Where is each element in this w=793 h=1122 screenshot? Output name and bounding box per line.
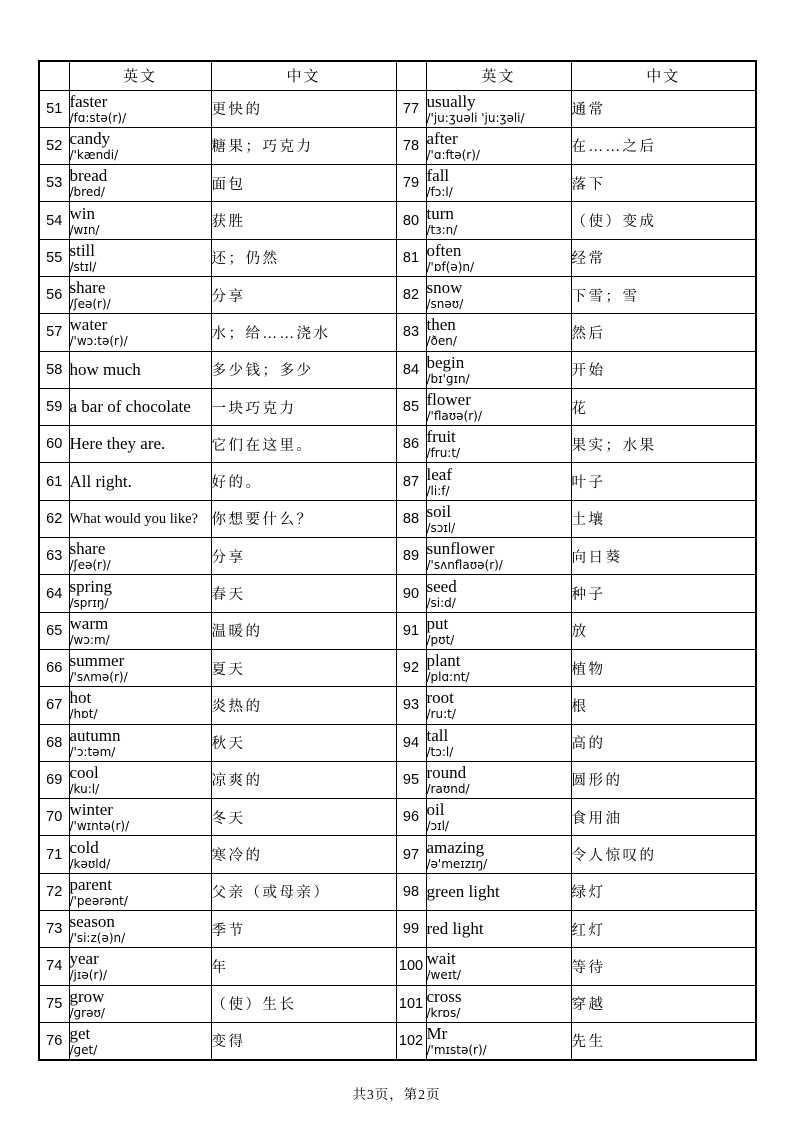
chinese-cell: 花: [571, 388, 756, 425]
table-row: [39, 948, 756, 985]
english-cell: [69, 351, 211, 388]
phonetic-transcription: /ðen/: [426, 334, 457, 349]
chinese-cell: 获胜: [211, 202, 396, 239]
entry-number: 96: [396, 799, 426, 836]
entry-number: 60: [39, 426, 69, 463]
chinese-cell: 植物: [571, 649, 756, 686]
entry-number: 55: [39, 239, 69, 276]
chinese-cell: 令人惊叹的: [571, 836, 756, 873]
english-cell: [426, 836, 571, 873]
entry-number: 66: [39, 649, 69, 686]
entry-number: 56: [39, 276, 69, 313]
chinese-cell: 更快的: [211, 90, 396, 127]
english-word: hot: [69, 688, 92, 708]
english-cell: [426, 761, 571, 798]
phonetic-transcription: /'sʌmə(r)/: [69, 670, 128, 685]
phonetic-transcription: /tɔ:l/: [426, 744, 454, 759]
chinese-cell: 分享: [211, 276, 396, 313]
phonetic-transcription: /'kændi/: [69, 147, 119, 162]
english-word: red light: [426, 919, 484, 939]
chinese-cell: 春天: [211, 575, 396, 612]
chinese-cell: 一块巧克力: [211, 388, 396, 425]
table-row: [39, 724, 756, 761]
english-word: share: [69, 539, 106, 559]
phonetic-transcription: /ru:t/: [426, 707, 456, 722]
english-cell: [69, 687, 211, 724]
chinese-cell: 炎热的: [211, 687, 396, 724]
entry-number: 64: [39, 575, 69, 612]
phonetic-transcription: /'ɔ:təm/: [69, 744, 116, 759]
english-word: after: [426, 128, 458, 148]
entry-number: 87: [396, 463, 426, 500]
english-word: often: [426, 240, 462, 260]
table-row: [39, 575, 756, 612]
table-row: [39, 388, 756, 425]
table-row: [39, 276, 756, 313]
english-word: What would you like?: [69, 510, 198, 527]
table-row: [39, 612, 756, 649]
table-row: [39, 239, 756, 276]
phonetic-transcription: /bred/: [69, 185, 105, 200]
table-row: [39, 351, 756, 388]
english-cell: [426, 239, 571, 276]
chinese-cell: 放: [571, 612, 756, 649]
chinese-cell: 高的: [571, 724, 756, 761]
chinese-cell: 通常: [571, 90, 756, 127]
english-cell: [426, 90, 571, 127]
entry-number: 97: [396, 836, 426, 873]
english-cell: [69, 761, 211, 798]
table-row: [39, 911, 756, 948]
chinese-cell: 红灯: [571, 911, 756, 948]
entry-number: 78: [396, 127, 426, 164]
english-cell: [69, 202, 211, 239]
entry-number: 61: [39, 463, 69, 500]
phonetic-transcription: /kəʊld/: [69, 856, 111, 871]
header-number-left: [39, 61, 69, 90]
chinese-cell: 夏天: [211, 649, 396, 686]
english-word: soil: [426, 501, 452, 521]
table-row: [39, 687, 756, 724]
entry-number: 82: [396, 276, 426, 313]
english-word: get: [69, 1023, 91, 1043]
english-cell: [69, 985, 211, 1022]
table-row: [39, 314, 756, 351]
english-cell: [426, 202, 571, 239]
phonetic-transcription: /'sʌnflaʊə(r)/: [426, 558, 503, 573]
english-cell: [69, 612, 211, 649]
chinese-cell: 变得: [211, 1022, 396, 1059]
english-word: Mr: [426, 1023, 448, 1043]
english-cell: [426, 649, 571, 686]
english-cell: [69, 127, 211, 164]
english-cell: [426, 1022, 571, 1059]
english-cell: [426, 724, 571, 761]
english-word: then: [426, 315, 456, 335]
chinese-cell: 凉爽的: [211, 761, 396, 798]
chinese-cell: 向日葵: [571, 538, 756, 575]
entry-number: 91: [396, 612, 426, 649]
english-cell: [69, 239, 211, 276]
english-cell: [69, 836, 211, 873]
english-cell: [69, 165, 211, 202]
entry-number: 102: [396, 1022, 426, 1059]
english-word: round: [426, 762, 467, 782]
entry-number: 94: [396, 724, 426, 761]
chinese-cell: 好的。: [211, 463, 396, 500]
phonetic-transcription: /ɡrəʊ/: [69, 1005, 105, 1020]
phonetic-transcription: /li:f/: [426, 483, 450, 498]
table-row: [39, 500, 756, 537]
entry-number: 80: [396, 202, 426, 239]
chinese-cell: 它们在这里。: [211, 426, 396, 463]
entry-number: 72: [39, 873, 69, 910]
entry-number: 85: [396, 388, 426, 425]
english-word: put: [426, 613, 449, 633]
entry-number: 71: [39, 836, 69, 873]
entry-number: 77: [396, 90, 426, 127]
entry-number: 76: [39, 1022, 69, 1059]
entry-number: 69: [39, 761, 69, 798]
entry-number: 58: [39, 351, 69, 388]
english-cell: [426, 575, 571, 612]
phonetic-transcription: /fɔ:l/: [426, 185, 453, 200]
english-cell: [426, 165, 571, 202]
chinese-cell: 你想要什么？: [211, 500, 396, 537]
entry-number: 81: [396, 239, 426, 276]
chinese-cell: 下雪；雪: [571, 276, 756, 313]
table-row: [39, 836, 756, 873]
entry-number: 73: [39, 911, 69, 948]
chinese-cell: 年: [211, 948, 396, 985]
chinese-cell: 分享: [211, 538, 396, 575]
english-cell: [426, 127, 571, 164]
entry-number: 53: [39, 165, 69, 202]
phonetic-transcription: /ʃeə(r)/: [69, 558, 111, 573]
header-number-right: [396, 61, 426, 90]
chinese-cell: 开始: [571, 351, 756, 388]
english-word: oil: [426, 800, 445, 820]
page-number-footer: 共3页，第2页: [352, 1087, 441, 1102]
chinese-cell: 食用油: [571, 799, 756, 836]
chinese-cell: （使）生长: [211, 985, 396, 1022]
phonetic-transcription: /tɜ:n/: [426, 222, 458, 237]
entry-number: 68: [39, 724, 69, 761]
english-cell: [69, 388, 211, 425]
table-row: [39, 90, 756, 127]
english-cell: [69, 724, 211, 761]
entry-number: 86: [396, 426, 426, 463]
english-word: usually: [426, 91, 476, 111]
chinese-cell: 然后: [571, 314, 756, 351]
english-cell: [69, 276, 211, 313]
vocab-table: [38, 60, 757, 1061]
english-cell: [69, 90, 211, 127]
english-cell: [426, 873, 571, 910]
table-row: [39, 538, 756, 575]
english-cell: [426, 276, 571, 313]
table-row: [39, 1022, 756, 1059]
english-cell: [426, 314, 571, 351]
entry-number: 95: [396, 761, 426, 798]
chinese-cell: 绿灯: [571, 873, 756, 910]
english-word: snow: [426, 278, 463, 298]
table-row: [39, 127, 756, 164]
entry-number: 62: [39, 500, 69, 537]
phonetic-transcription: /sprɪŋ/: [69, 595, 109, 610]
phonetic-transcription: /wɪn/: [69, 222, 100, 237]
header-english-left: 英文: [69, 61, 211, 90]
chinese-cell: 面包: [211, 165, 396, 202]
phonetic-transcription: /ə'meɪzɪŋ/: [426, 856, 488, 871]
phonetic-transcription: /'mɪstə(r)/: [426, 1042, 487, 1057]
english-word: warm: [69, 613, 109, 633]
english-cell: [426, 351, 571, 388]
phonetic-transcription: /wɔ:m/: [69, 632, 110, 647]
phonetic-transcription: /ʃeə(r)/: [69, 297, 111, 312]
chinese-cell: 多少钱；多少: [211, 351, 396, 388]
english-cell: [426, 500, 571, 537]
english-word: green light: [426, 881, 500, 901]
phonetic-transcription: /'ɑ:ftə(r)/: [426, 147, 480, 162]
english-word: still: [69, 240, 96, 260]
chinese-cell: 寒冷的: [211, 836, 396, 873]
entry-number: 84: [396, 351, 426, 388]
entry-number: 83: [396, 314, 426, 351]
phonetic-transcription: /'peərənt/: [69, 893, 128, 908]
english-cell: [69, 1022, 211, 1059]
english-word: tall: [426, 725, 449, 745]
english-word: plant: [426, 651, 461, 671]
entry-number: 57: [39, 314, 69, 351]
chinese-cell: 圆形的: [571, 761, 756, 798]
english-cell: [426, 388, 571, 425]
english-cell: [426, 948, 571, 985]
chinese-cell: （使）变成: [571, 202, 756, 239]
phonetic-transcription: /weɪt/: [426, 968, 461, 983]
english-cell: [69, 873, 211, 910]
chinese-cell: 还；仍然: [211, 239, 396, 276]
entry-number: 88: [396, 500, 426, 537]
table-header-row: [39, 61, 756, 90]
phonetic-transcription: /hɒt/: [69, 707, 98, 722]
english-word: spring: [69, 576, 112, 596]
english-word: winter: [69, 800, 113, 820]
entry-number: 75: [39, 985, 69, 1022]
phonetic-transcription: /si:d/: [426, 595, 456, 610]
entry-number: 99: [396, 911, 426, 948]
entry-number: 74: [39, 948, 69, 985]
entry-number: 63: [39, 538, 69, 575]
phonetic-transcription: /'ju:ʒuəli 'ju:ʒəli/: [426, 110, 525, 125]
english-word: autumn: [69, 725, 121, 745]
chinese-cell: 在……之后: [571, 127, 756, 164]
phonetic-transcription: /pʊt/: [426, 632, 455, 647]
phonetic-transcription: /fru:t/: [426, 446, 461, 461]
chinese-cell: 穿越: [571, 985, 756, 1022]
chinese-cell: 果实；水果: [571, 426, 756, 463]
english-word: amazing: [426, 837, 485, 857]
english-cell: [69, 426, 211, 463]
english-word: wait: [426, 949, 456, 969]
entry-number: 54: [39, 202, 69, 239]
chinese-cell: 冬天: [211, 799, 396, 836]
phonetic-transcription: /'wɔ:tə(r)/: [69, 334, 128, 349]
entry-number: 67: [39, 687, 69, 724]
english-word: cool: [69, 762, 99, 782]
phonetic-transcription: /'flaʊə(r)/: [426, 409, 482, 424]
phonetic-transcription: /'ɒf(ə)n/: [426, 259, 475, 274]
phonetic-transcription: /bɪ'ɡɪn/: [426, 371, 470, 386]
phonetic-transcription: /raʊnd/: [426, 781, 470, 796]
table-row: [39, 649, 756, 686]
table-row: [39, 873, 756, 910]
english-cell: [69, 538, 211, 575]
phonetic-transcription: /'si:z(ə)n/: [69, 931, 126, 946]
english-word: candy: [69, 128, 111, 148]
english-cell: [426, 911, 571, 948]
phonetic-transcription: /snəʊ/: [426, 297, 464, 312]
chinese-cell: 土壤: [571, 500, 756, 537]
phonetic-transcription: /fɑ:stə(r)/: [69, 110, 127, 125]
english-word: win: [69, 203, 95, 223]
phonetic-transcription: /plɑ:nt/: [426, 670, 470, 685]
english-cell: [426, 985, 571, 1022]
entry-number: 65: [39, 612, 69, 649]
english-word: bread: [69, 166, 108, 186]
table-row: [39, 463, 756, 500]
english-word: turn: [426, 203, 454, 223]
chinese-cell: 水；给……浇水: [211, 314, 396, 351]
chinese-cell: 秋天: [211, 724, 396, 761]
english-cell: [426, 463, 571, 500]
english-cell: [69, 314, 211, 351]
english-cell: [426, 426, 571, 463]
table-row: [39, 202, 756, 239]
english-word: season: [69, 912, 115, 932]
phonetic-transcription: /jɪə(r)/: [69, 968, 108, 983]
english-word: share: [69, 278, 106, 298]
phonetic-transcription: /stɪl/: [69, 259, 97, 274]
english-word: flower: [426, 390, 471, 410]
english-word: leaf: [426, 464, 452, 484]
english-word: cross: [426, 986, 462, 1006]
phonetic-transcription: /ɡet/: [69, 1042, 98, 1057]
english-word: fall: [426, 166, 450, 186]
table-row: [39, 799, 756, 836]
chinese-cell: 叶子: [571, 463, 756, 500]
english-word: year: [69, 949, 99, 969]
english-cell: [69, 649, 211, 686]
entry-number: 92: [396, 649, 426, 686]
entry-number: 90: [396, 575, 426, 612]
entry-number: 51: [39, 90, 69, 127]
phonetic-transcription: /'wɪntə(r)/: [69, 819, 130, 834]
header-chinese-left: 中文: [211, 61, 396, 90]
english-cell: [69, 948, 211, 985]
entry-number: 79: [396, 165, 426, 202]
chinese-cell: 落下: [571, 165, 756, 202]
english-word: begin: [426, 352, 465, 372]
english-cell: [69, 799, 211, 836]
chinese-cell: 先生: [571, 1022, 756, 1059]
chinese-cell: 等待: [571, 948, 756, 985]
english-word: summer: [69, 651, 125, 671]
chinese-cell: 根: [571, 687, 756, 724]
phonetic-transcription: /krɒs/: [426, 1005, 461, 1020]
entry-number: 59: [39, 388, 69, 425]
english-word: parent: [69, 874, 112, 894]
entry-number: 89: [396, 538, 426, 575]
english-cell: [426, 799, 571, 836]
english-cell: [69, 463, 211, 500]
english-word: All right.: [69, 471, 132, 491]
chinese-cell: 糖果；巧克力: [211, 127, 396, 164]
chinese-cell: 温暖的: [211, 612, 396, 649]
chinese-cell: 种子: [571, 575, 756, 612]
header-english-right: 英文: [426, 61, 571, 90]
table-row: [39, 985, 756, 1022]
english-cell: [426, 538, 571, 575]
english-word: fruit: [426, 427, 456, 447]
english-cell: [69, 575, 211, 612]
entry-number: 98: [396, 873, 426, 910]
english-word: sunflower: [426, 539, 495, 559]
phonetic-transcription: /sɔɪl/: [426, 520, 456, 535]
table-row: [39, 165, 756, 202]
header-chinese-right: 中文: [571, 61, 756, 90]
english-word: grow: [69, 986, 105, 1006]
phonetic-transcription: /ku:l/: [69, 781, 100, 796]
english-word: Here they are.: [69, 434, 166, 454]
english-cell: [426, 687, 571, 724]
entry-number: 101: [396, 985, 426, 1022]
table-row: [39, 426, 756, 463]
english-word: water: [69, 315, 108, 335]
entry-number: 93: [396, 687, 426, 724]
english-word: root: [426, 688, 454, 708]
english-word: how much: [69, 359, 141, 379]
english-cell: [426, 612, 571, 649]
entry-number: 52: [39, 127, 69, 164]
chinese-cell: 父亲（或母亲）: [211, 873, 396, 910]
chinese-cell: 经常: [571, 239, 756, 276]
entry-number: 100: [396, 948, 426, 985]
english-word: seed: [426, 576, 457, 596]
chinese-cell: 季节: [211, 911, 396, 948]
entry-number: 70: [39, 799, 69, 836]
table-row: [39, 761, 756, 798]
english-word: faster: [69, 91, 108, 111]
english-word: cold: [69, 837, 99, 857]
english-cell: [69, 911, 211, 948]
phonetic-transcription: /ɔɪl/: [426, 819, 449, 834]
english-cell: [69, 500, 211, 537]
english-word: a bar of chocolate: [69, 397, 191, 417]
